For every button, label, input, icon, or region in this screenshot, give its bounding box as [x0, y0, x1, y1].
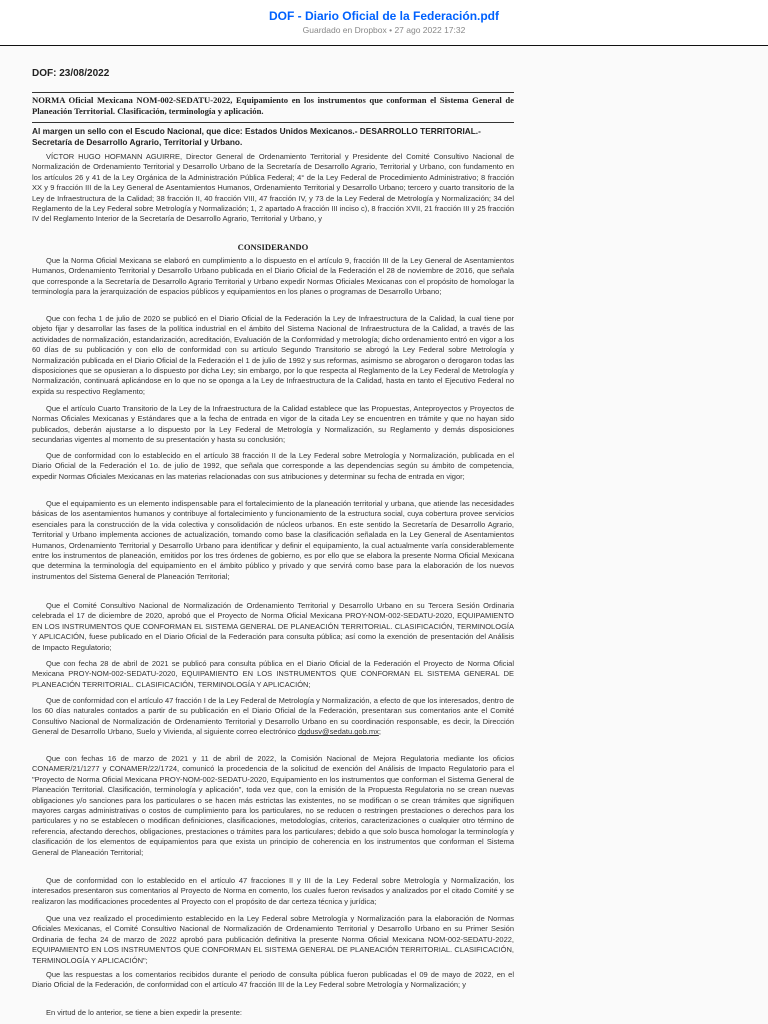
norma-title: NORMA Oficial Mexicana NOM-002-SEDATU-2022, Equipamiento en los instrumentos que conforman el Sistema General de Planeación Territorial. Clasificación, terminología y aplicación. — [32, 95, 514, 116]
paragraph-7: Que con fecha 28 de abril de 2021 se publicó para consulta pública en el Diario Oficial de la Federación el Proyecto de Norma Oficial Mexicana PROY-NOM-002-SEDATU-2020, EQUIPAMIENTO EN LOS INSTRUMENTOS QUE CONFORMAN EL SISTEMA GENERAL DE PLANEACIÓN TERRITORIAL. CLASIFICACIÓN, TERMINOLOGÍA Y APLICACIÓN; — [32, 659, 514, 689]
email-link[interactable]: dgdusv@sedatu.gob.mx — [297, 727, 379, 737]
paragraph-11: Que una vez realizado el procedimiento establecido en la Ley Federal sobre Metrología y Normalización para la elaboración de Normas Oficiales Mexicanas, el Comité Consultivo Nacional de Normalización de Ordenamiento Territorial y Desarrollo Urbano en su Primer Sesión Ordinaria de fecha 24 de marzo de 2022 aprobó para publicación definitiva la presente Norma Oficial Mexicana NOM-002-SEDATU-2022, EQUIPAMIENTO EN LOS INSTRUMENTOS QUE CONFORMAN EL SISTEMA GENERAL DE PLANEACIÓN TERRITORIAL. CLASIFICACIÓN, TERMINOLOGÍA Y APLICACIÓN"; — [32, 914, 514, 965]
paragraph-13: En virtud de lo anterior, se tiene a bien expedir la presente: — [46, 1008, 242, 1017]
paragraph-1: Que la Norma Oficial Mexicana se elaboró en cumplimiento a lo dispuesto en el artículo 9, fracción III de la Ley General de Asentamientos Humanos, Ordenamiento Territorial y Desarrollo Urbano publicada en el Diario Oficial de la Federación el 28 de noviembre de 2016, que señala que corresponde a la Secretaría de Desarrollo Agrario Territorial y Urbano expedir Normas Oficiales Mexicanas con el propósito de homologar la terminología para la jerarquización de espacios públicos y equipamientos en los planes o programas de Desarrollo Urbano; — [32, 256, 514, 297]
paragraph-6: Que el Comité Consultivo Nacional de Normalización de Ordenamiento Territorial y Desarrollo Urbano en su Tercera Sesión Ordinaria celebrada el 17 de diciembre de 2020, aprobó que el Proyecto de Norma Oficial Mexicana PROY-NOM-002-SEDATU-2020, EQUIPAMIENTO EN LOS INSTRUMENTOS QUE CONFORMAN EL SISTEMA GENERAL DE PLANEACIÓN TERRITORIAL. CLASIFICACIÓN, TERMINOLOGÍA Y APLICACIÓN, fuese publicado en el Diario Oficial de la Federación para consulta pública; así como la exención de presentación del Análisis de Impacto Regulatorio; — [32, 601, 514, 652]
paragraph-8-end: ; — [378, 727, 381, 737]
intro-paragraph: VÍCTOR HUGO HOFMANN AGUIRRE, Director General de Ordenamiento Territorial y Presidente del Comité Consultivo Nacional de Normalización de Ordenamiento Territorial y Desarrollo Urbano de la Secretaría de Desarrollo Agrario, Territorial y Urbano, con fundamento en los artículos 26 y 41 de la Ley Orgánica de la Administración Pública Federal; 4° de la Ley Federal de Procedimiento Administrativo; 8 fracción XX y 9 fracción III de la Ley General de Asentamientos Humanos, Ordenamiento Territorial y Desarrollo Urbano; tercero y cuarto transitorio de la Ley de Infraestructura de la Calidad; 38 fracción II, 40 fracción VIII, 47 fracción IV, y 73 de la Ley Federal de Metrología y Normalización; 34 del Reglamento de la Ley Federal sobre Metrología y Normalización; 1, 2 apartado A fracción III inciso c), 8 fracción XVII, 21 fracción III y 25 fracción IV del Reglamento Interior de la Secretaría de Desarrollo Agrario, Territorial y Urbano, y — [32, 152, 514, 224]
paragraph-9: Que con fechas 16 de marzo de 2021 y 11 de abril de 2022, la Comisión Nacional de Mejora Regulatoria mediante los oficios CONAMER/21/1277 y CONAMER/22/1724, comunicó la procedencia de la solicitud de exención del Análisis de Impacto Regulatorio para el "Proyecto de Norma Oficial Mexicana PROY-NOM-002-SEDATU-2020, Equipamiento en los instrumentos que conforman el Sistema General de Planeación Territorial. Clasificación, terminología y aplicación", toda vez que, con la emisión de la Propuesta Regulatoria no se crean nuevas obligaciones y/o sanciones para los particulares o se hacen más estrictas las existentes, no se modifican o se crean trámites que signifiquen mayores cargas administrativas o costos de cumplimiento para los particulares, no se reducen o restringen prestaciones o derechos para los particulares y no se establecen o modifican definiciones, clasificaciones, metodologías, criterios, caracterizaciones o cualquier otro término de referencia, afectando derechos, obligaciones, prestaciones o trámites para los particulares; debido a que solo busca homologar la terminología y clasificación de los elementos de equipamientos para que exista un principio de coherencia en los instrumentos que conforman el Sistema General de Planeación Territorial; — [32, 754, 514, 857]
paragraph-2: Que con fecha 1 de julio de 2020 se publicó en el Diario Oficial de la Federación la Ley de Infraestructura de la Calidad, la cual tiene por objeto fijar y desarrollar las fases de la política industrial en el ámbito del Sistema Nacional de Infraestructura de la Calidad, a través de las actividades de normalización, estandarización, acreditación, Evaluación de la Conformidad y metrología; dicho ordenamiento entró en vigor a los 60 días de su publicación y con ello de conformidad con su artículo Segundo Transitorio se abrogó la Ley Federal sobre Metrología y Normalización publicada en el Diario Oficial de la Federación el 1 de julio de 1992 y sus reformas, asimismo se abrogaron o derogaron todas las disposiciones que se opusieran a lo dispuesto por dicha Ley; sin embargo, por lo que respecta al Reglamento de la Ley Federal de Metrología y Normalización, continuará aplicándose en lo que no se oponga a la Ley de Infraestructura de la Calidad, hasta en tanto el Ejecutivo Federal no expida su respectivo Reglamento; — [32, 314, 514, 396]
paragraph-3: Que el artículo Cuarto Transitorio de la Ley de la Infraestructura de la Calidad establece que las Propuestas, Anteproyectos y Proyectos de Normas Oficiales Mexicanas y Estándares que a la fecha de entrada en vigor de la citada Ley se encuentren en trámite y que no hayan sido publicados, deberán ajustarse a lo dispuesto por la Ley Federal de Metrología y Normalización, su Reglamento y demás disposiciones secundarias vigentes al momento de su presentación y hasta su conclusión; — [32, 404, 514, 445]
paragraph-8-text: Que de conformidad con el artículo 47 fracción I de la Ley Federal de Metrología y Normalización, a efecto de que los interesados, dentro de los 60 días naturales contados a partir de su publicación en el Diario Oficial de la Federación, presentaran sus comentarios ante el Comité Consultivo Nacional de Normalización de Ordenamiento Territorial y Desarrollo Urbano en su coordinación responsable, es decir, la Dirección General de Desarrollo Urbano, Suelo y Vivienda, al siguiente correo electrónico — [32, 696, 514, 737]
paragraph-5: Que el equipamiento es un elemento indispensable para el fortalecimiento de la planeación territorial y urbana, que atiende las necesidades básicas de los asentamientos humanos y contribuye al fortalecimiento y funcionamiento de la estructura social, cuya cobertura provee servicios esenciales para la construcción de la vida colectiva y consolidación de núcleos urbanos. En este sentido la Secretaría de Desarrollo Agrario, Territorial y Urbano implementa acciones de actualización, tomando como base la clasificación señalada en la Ley General de Asentamientos Humanos, Ordenamiento Territorial y Desarrollo Urbano para identificar y definir el equipamiento, la cual actualmente varía considerablemente entre los instrumentos de planeación, emitidos por los tres órdenes de gobierno, es por ello que se elabora la presente Norma Oficial Mexicana que determina la terminología del equipamiento en el ámbito público y privado y que servirá como base para la elaboración de los nuevos instrumentos del Sistema General de Planeación Territorial; — [32, 499, 514, 581]
paragraph-12: Que las respuestas a los comentarios recibidos durante el periodo de consulta pública fueron publicadas el 09 de mayo de 2022, en el Diario Oficial de la Federación, de conformidad con el artículo 47 fracción III de la Ley Federal sobre Metrología y Normalización; y — [32, 970, 514, 990]
paragraph-4: Que de conformidad con lo establecido en el artículo 38 fracción II de la Ley Federal sobre Metrología y Normalización, publicada en el Diario Oficial de la Federación el 1o. de julio de 1992, que señala que corresponde a las dependencias según su ámbito de competencia, expedir Normas Oficiales Mexicanas en las materias relacionadas con sus atribuciones y determinar su fecha de entrada en vigor; — [32, 451, 514, 481]
file-header — [0, 0, 768, 46]
dof-date: DOF: 23/08/2022 — [32, 68, 110, 79]
paragraph-10: Que de conformidad con lo establecido en el artículo 47 fracciones II y III de la Ley Federal sobre Metrología y Normalización, los interesados presentaron sus comentarios al Proyecto de Norma en comento, los cuales fueron revisados y analizados por el citado Comité y se realizaron las modificaciones procedentes al Proyecto con el propósito de dar certeza técnica y jurídica; — [32, 876, 514, 906]
saved-info: Guardado en Dropbox • 27 ago 2022 17:32 — [302, 25, 466, 35]
file-name[interactable]: DOF - Diario Oficial de la Federación.pdf — [268, 9, 500, 23]
pdf-page — [0, 46, 768, 1024]
margen-text: Al margen un sello con el Escudo Nacional, que dice: Estados Unidos Mexicanos.- DESARROLLO TERRITORIAL.- Secretaría de Desarrollo Agrario, Territorial y Urbano. — [32, 126, 481, 147]
paragraph-8 — [32, 696, 514, 738]
title-divider — [32, 122, 514, 123]
top-divider — [32, 92, 514, 93]
considerando-heading: CONSIDERANDO — [237, 242, 309, 252]
